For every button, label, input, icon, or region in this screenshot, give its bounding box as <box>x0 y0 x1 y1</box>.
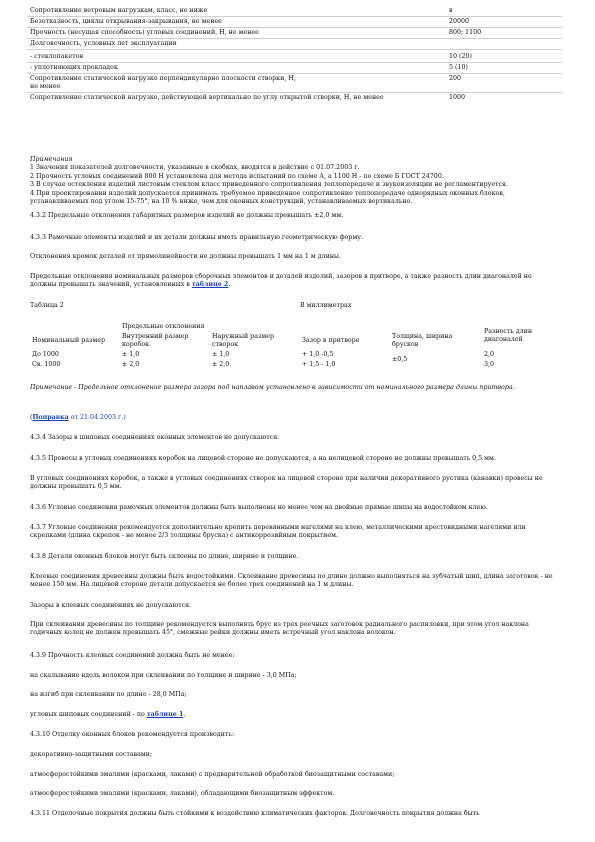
notes-heading: Примечания <box>30 156 73 163</box>
table-unit: В миллиметрах <box>300 302 352 309</box>
table-2-link[interactable]: таблице 2 <box>191 281 229 289</box>
row-label: Сопротивление ветровым нагрузкам, класс, не ниже <box>30 7 208 14</box>
note-item: 3 В случае остекления изделий листовым стеклом класс приведенного сопротивления теплопередаче и звукоизоляции не регламентируется. <box>30 181 509 189</box>
row-label: Безотказность, циклы открывания-закрывания, не менее <box>27 17 446 28</box>
amendment-link[interactable]: Поправка <box>32 414 69 421</box>
paragraph-4-3-9-a: на скалывание вдоль волокон при склеивании по толщине и ширине - 3,0 МПа; <box>30 672 297 679</box>
row-label-line: не менее <box>30 83 61 90</box>
cell-outer: ± 2,0 <box>212 361 230 368</box>
row-value: 20000 <box>446 17 562 28</box>
paragraph-4-3-8-c: Зазоры в клеевых соединениях не допускаются. <box>30 602 192 609</box>
paragraph-4-3-7: 4.3.7 Угловые соединения рекомендуется дополнительно крепить деревянными нагелями на клею, металлическими крестовидными нагелями или скрепками (длина скрепок - не менее 2/3 толщины бруска) с антикоррозийным покрытием. <box>30 524 526 540</box>
table-2-note: Примечание - Предельное отклонение размера зазора под наплавом установлено в зависимости от номинального размера длины притвора. <box>30 384 515 391</box>
row-label: - стеклопакетов <box>27 50 446 63</box>
cell-diagonals: 3,0 <box>484 361 495 368</box>
row-value: 200 <box>446 74 562 93</box>
paragraph-4-3-4: 4.3.4 Зазоры в шиповых соединениях оконных элементов не допускаются. <box>30 434 280 441</box>
header-thickness: Толщина, ширина брусков <box>392 333 453 348</box>
row-label-line: Сопротивление статической нагрузке перпендикулярно плоскости створки, Н, <box>30 75 296 82</box>
table-caption: Таблица 2 <box>30 302 64 309</box>
paragraph-4-3-9-c <box>30 711 554 719</box>
amendment-date: от 21.04.2003 г.) <box>68 414 126 421</box>
row-value: 5 (10) <box>446 63 562 74</box>
cell-nominal: До 1000 <box>32 351 59 358</box>
paragraph-4-3-10-c: атмосферостойкими эмалями (красками, лаками), обладающими биозащитным эффектом. <box>30 790 335 797</box>
table-row <box>30 350 556 360</box>
row-value <box>446 39 562 50</box>
table-row <box>27 6 562 17</box>
paragraph-text: . <box>228 281 231 289</box>
table-row <box>27 93 562 111</box>
table-row <box>27 63 562 74</box>
amendment-open: ( <box>30 414 33 421</box>
paragraph-4-3-5-b: В угловых соединениях коробок, а также в угловых соединениях створок на лицевой стороне при наличии декоративного рустика (канавки) провесы не должны превышать 0,5 мм. <box>30 475 543 491</box>
paragraph-4-3-8: 4.3.8 Детали оконных блоков могут быть склеены по длине, ширине и толщине. <box>30 553 299 560</box>
paragraph-4-3-2: 4.3.2 Предельные отклонения габаритных размеров изделий не должны превышать ±2,0 мм. <box>30 212 344 219</box>
paragraph-text: угловых шиповых соединений - по <box>30 711 147 718</box>
cell-outer: ± 1,0 <box>212 351 230 358</box>
paragraph-text: Предельные отклонения номинальных размеров сборочных элементов и деталей изделий, зазоров в притворе, а также разность длин диагоналей не должны превышать значений, установленных в <box>30 273 532 289</box>
paragraph-4-3-8-b: Клеевые соединения древесины должны быть водостойкими. Склеивание древесины по длине должно выполняться на зубчатый шип, длина заготовок - не менее 150 мм. На лицевой стороне детали допускается не более трех соединений на 1 м длины. <box>30 573 553 589</box>
header-inner: Внутренний размер коробок <box>122 333 189 348</box>
paragraph-4-3-10-a: декоративно-защитными составами; <box>30 751 153 758</box>
paragraph-4-3-10-b: атмосферостойкими эмалями (красками, лаками) с предварительной обработкой биозащитными составами; <box>30 771 395 778</box>
table-row <box>27 39 562 50</box>
paragraph-4-3-3: 4.3.3 Рамочные элементы изделий и их детали должны иметь правильную геометрическую форму. <box>30 234 363 241</box>
paragraph-4-3-6: 4.3.6 Угловые соединения рамочных элементов должны быть выполнены не менее чем на двойные прямые шипы на водостойком клею. <box>30 504 488 511</box>
paragraph-limits <box>30 273 554 290</box>
note-item: 4 При проектировании изделий допускается принимать требуемое приведенное сопротивление теплопередаче однорядных оконных блоков, устанавливаемых под углом 15-75°, на 10 % ниже, чем для оконных конструкций, устанавливаемых вертикально. <box>30 189 505 206</box>
row-label: Долговечность, условных лет эксплуатации <box>27 39 446 50</box>
table-row <box>27 28 562 39</box>
row-label: - уплотняющих прокладок <box>27 63 446 74</box>
table-1-link[interactable]: таблице 1 <box>146 711 184 718</box>
cell-inner: ± 2,0 <box>122 361 140 368</box>
cell-nominal: Св. 1000 <box>32 361 61 368</box>
cell-gap: + 1,5 - 1,0 <box>302 361 336 368</box>
table-notes <box>30 156 550 206</box>
cell-gap: + 1,0 -0,5 <box>302 351 334 358</box>
table-row <box>27 50 562 63</box>
paragraph-text: . <box>183 711 186 718</box>
paragraph-deviation: Отклонения кромок деталей от прямолинейности не должны превышать 1 мм на 1 м длины. <box>30 253 342 260</box>
row-label <box>27 74 446 93</box>
table-row <box>27 17 562 28</box>
header-outer: Наружный размер створок <box>212 333 275 348</box>
note-item: 1 Значения показателей долговечности, указанные в скобках, вводятся в действие с 01.07.2003 г. <box>30 164 360 172</box>
row-label: Прочность (несущая способность) угловых соединений, Н, не менее <box>27 28 446 39</box>
header-diagonals: Разность длин диагоналей <box>484 328 533 343</box>
table-header-row <box>30 322 556 332</box>
note-item: 2 Прочность угловых соединений 800 Н установлена для метода испытаний по схеме А, а 1100 Н - по схеме Б ГОСТ 24700. <box>30 172 444 180</box>
paragraph-4-3-9-b: на изгиб при склеивании по длине - 28,0 МПа; <box>30 691 187 698</box>
row-value: 1000 <box>446 93 562 111</box>
paragraph-4-3-11: 4.3.11 Отделочные покрытия должны быть стойкими к воздействию климатических факторов. Долговечность покрытия должна быть <box>30 810 480 817</box>
amendment-line <box>30 414 554 422</box>
table-row <box>27 74 562 93</box>
row-value: 10 (20) <box>446 50 562 63</box>
cell-inner: ± 1,0 <box>122 351 140 358</box>
row-value: в <box>449 7 453 14</box>
cell-diagonals: 2,0 <box>484 351 495 358</box>
header-nominal: Номинальный размер <box>32 337 106 344</box>
tolerance-table <box>30 322 556 370</box>
group-header: Предельные отклонения <box>122 323 205 330</box>
paragraph-4-3-8-d: При склеивании древесины по толщине рекомендуется выполнять брус из трех реечных заготовок радиального распиловки, при этом угол наклона годичных колец не должен превышать 45°, смежные рейки должны иметь встречный угол наклона волокон. <box>30 621 529 637</box>
table-header-row <box>30 332 556 350</box>
paragraph-4-3-9: 4.3.9 Прочность клеевых соединений должна быть не менее: <box>30 652 235 659</box>
row-label: Сопротивление статической нагрузке, действующей вертикально по углу открытой створки, Н, не менее <box>27 93 446 111</box>
header-gap: Зазор в притворе <box>302 337 360 344</box>
cell-thickness: ±0,5 <box>392 356 408 363</box>
paragraph-4-3-5: 4.3.5 Провесы в угловых соединениях коробок на лицевой стороне не допускаются, а на нелицевой стороне не должны превышать 0,5 мм. <box>30 455 496 462</box>
performance-table <box>27 6 562 110</box>
row-value: 800; 1100 <box>446 28 562 39</box>
paragraph-4-3-10: 4.3.10 Отделку оконных блоков рекомендуется производить: <box>30 731 234 738</box>
